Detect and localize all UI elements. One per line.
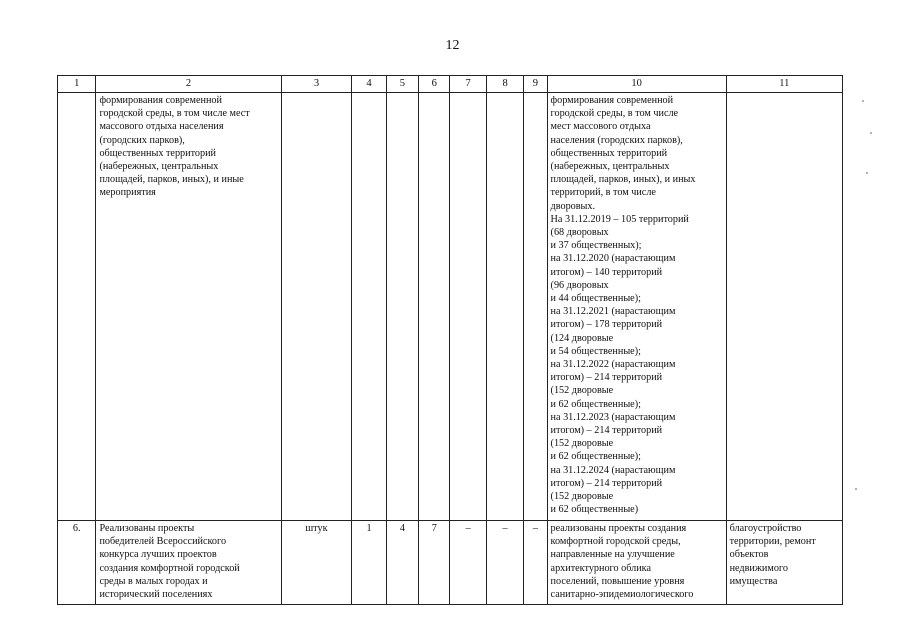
text-line: (152 дворовые: [550, 438, 614, 450]
text-line: исторический поселениях: [99, 589, 213, 601]
value-cell-7: –: [450, 521, 486, 605]
text-line: городской среды, в том числе мест: [99, 108, 250, 120]
text-line: недвижимого: [729, 562, 788, 574]
text-line: дворовых.: [550, 200, 596, 212]
scan-speck: [870, 132, 872, 134]
row-number-cell: [58, 93, 96, 521]
text-line: имущества: [729, 575, 778, 587]
text-line: объектов: [729, 549, 769, 561]
activity-type-cell: [726, 521, 842, 605]
page-number: 12: [445, 38, 460, 53]
scan-speck: [862, 100, 864, 102]
text-line: благоустройство: [729, 523, 802, 534]
unit-cell: штук: [281, 521, 352, 605]
text-line: площадей, парков, иных), и иные: [99, 174, 244, 186]
text-line: создания комфортной городской: [99, 562, 240, 574]
text-line: на 31.12.2023 (нарастающим: [550, 411, 676, 423]
text-line: общественных территорий: [550, 147, 668, 159]
result-description-cell: [547, 521, 726, 605]
text-line: итогом) – 214 территорий: [550, 372, 663, 384]
text-line: итогом) – 214 территорий: [550, 477, 663, 489]
header-cell-9: 9: [524, 76, 547, 93]
table-header-row: [58, 76, 843, 93]
text-line: территории, ремонт: [729, 536, 816, 548]
header-cell-3: 3: [281, 76, 352, 93]
text-line: на 31.12.2020 (нарастающим: [550, 253, 676, 265]
value-cell-4: 1: [352, 521, 386, 605]
text-line: и 62 общественные);: [550, 451, 641, 463]
text-line: (124 дворовые: [550, 332, 614, 344]
text-line: итогом) – 140 территорий: [550, 266, 663, 278]
header-cell-2: 2: [96, 76, 281, 93]
text-line: (96 дворовых: [550, 279, 609, 291]
text-line: на 31.12.2021 (нарастающим: [550, 306, 676, 318]
text-line: санитарно-эпидемиологического: [550, 589, 694, 601]
measure-description-cell: [96, 93, 281, 521]
text-line: итогом) – 178 территорий: [550, 319, 663, 331]
result-description-cell: [547, 93, 726, 521]
measures-table: [57, 75, 843, 605]
text-line: массового отдыха населения: [99, 121, 224, 133]
text-line: на 31.12.2022 (нарастающим: [550, 359, 676, 371]
header-cell-8: 8: [486, 76, 523, 93]
text-line: Реализованы проекты: [99, 523, 195, 534]
text-line: (набережных, центральных: [550, 161, 670, 173]
scan-speck: [855, 488, 857, 490]
text-line: на 31.12.2024 (нарастающим: [550, 464, 676, 476]
header-cell-6: 6: [419, 76, 450, 93]
text-line: населения (городских парков),: [550, 134, 683, 146]
header-cell-5: 5: [386, 76, 418, 93]
text-line: (152 дворовые: [550, 385, 614, 397]
value-cell-5: 4: [386, 521, 418, 605]
value-cell-7: [450, 93, 486, 521]
value-cell-4: [352, 93, 386, 521]
text-line: и 44 общественные);: [550, 293, 641, 305]
text-line: и 54 общественные);: [550, 345, 641, 357]
value-cell-9: –: [524, 521, 547, 605]
text-line: площадей, парков, иных), и иных: [550, 174, 696, 186]
header-cell-7: 7: [450, 76, 486, 93]
text-line: На 31.12.2019 – 105 территорий: [550, 213, 689, 225]
text-line: конкурса лучших проектов: [99, 549, 217, 561]
value-cell-9: [524, 93, 547, 521]
text-line: комфортной городской среды,: [550, 536, 681, 548]
text-line: архитектурного облика: [550, 562, 651, 574]
text-line: поселений, повышение уровня: [550, 575, 685, 587]
text-line: формирования современной: [550, 95, 674, 106]
text-line: общественных территорий: [99, 147, 216, 159]
value-cell-8: –: [486, 521, 523, 605]
unit-cell: [281, 93, 352, 521]
value-cell-6: [419, 93, 450, 521]
measure-description-cell: [96, 521, 281, 605]
value-cell-8: [486, 93, 523, 521]
text-line: формирования современной: [99, 95, 222, 106]
text-line: мероприятия: [99, 187, 156, 199]
text-line: территорий, в том числе: [550, 187, 656, 199]
text-line: (набережных, центральных: [99, 161, 219, 173]
header-cell-4: 4: [352, 76, 386, 93]
scan-speck: [866, 172, 868, 174]
value-cell-6: 7: [419, 521, 450, 605]
value-cell-5: [386, 93, 418, 521]
text-line: и 62 общественные);: [550, 398, 641, 410]
text-line: городской среды, в том числе: [550, 108, 679, 120]
text-line: (152 дворовые: [550, 491, 614, 503]
row-number-cell: 6.: [58, 521, 96, 605]
header-cell-10: 10: [547, 76, 726, 93]
text-line: победителей Всероссийского: [99, 536, 227, 548]
table-row-continuation: [58, 93, 843, 521]
text-line: (68 дворовых: [550, 227, 609, 239]
activity-type-cell: [726, 93, 842, 521]
header-cell-1: 1: [58, 76, 96, 93]
text-line: реализованы проекты создания: [550, 523, 687, 534]
text-line: направленные на улучшение: [550, 549, 675, 561]
text-line: мест массового отдыха: [550, 121, 651, 133]
table-row-6: [58, 521, 843, 605]
text-line: и 62 общественные): [550, 504, 639, 516]
text-line: среды в малых городах и: [99, 575, 208, 587]
text-line: (городских парков),: [99, 134, 185, 146]
text-line: итогом) – 214 территорий: [550, 425, 663, 437]
header-cell-11: 11: [726, 76, 842, 93]
text-line: и 37 общественных);: [550, 240, 642, 252]
